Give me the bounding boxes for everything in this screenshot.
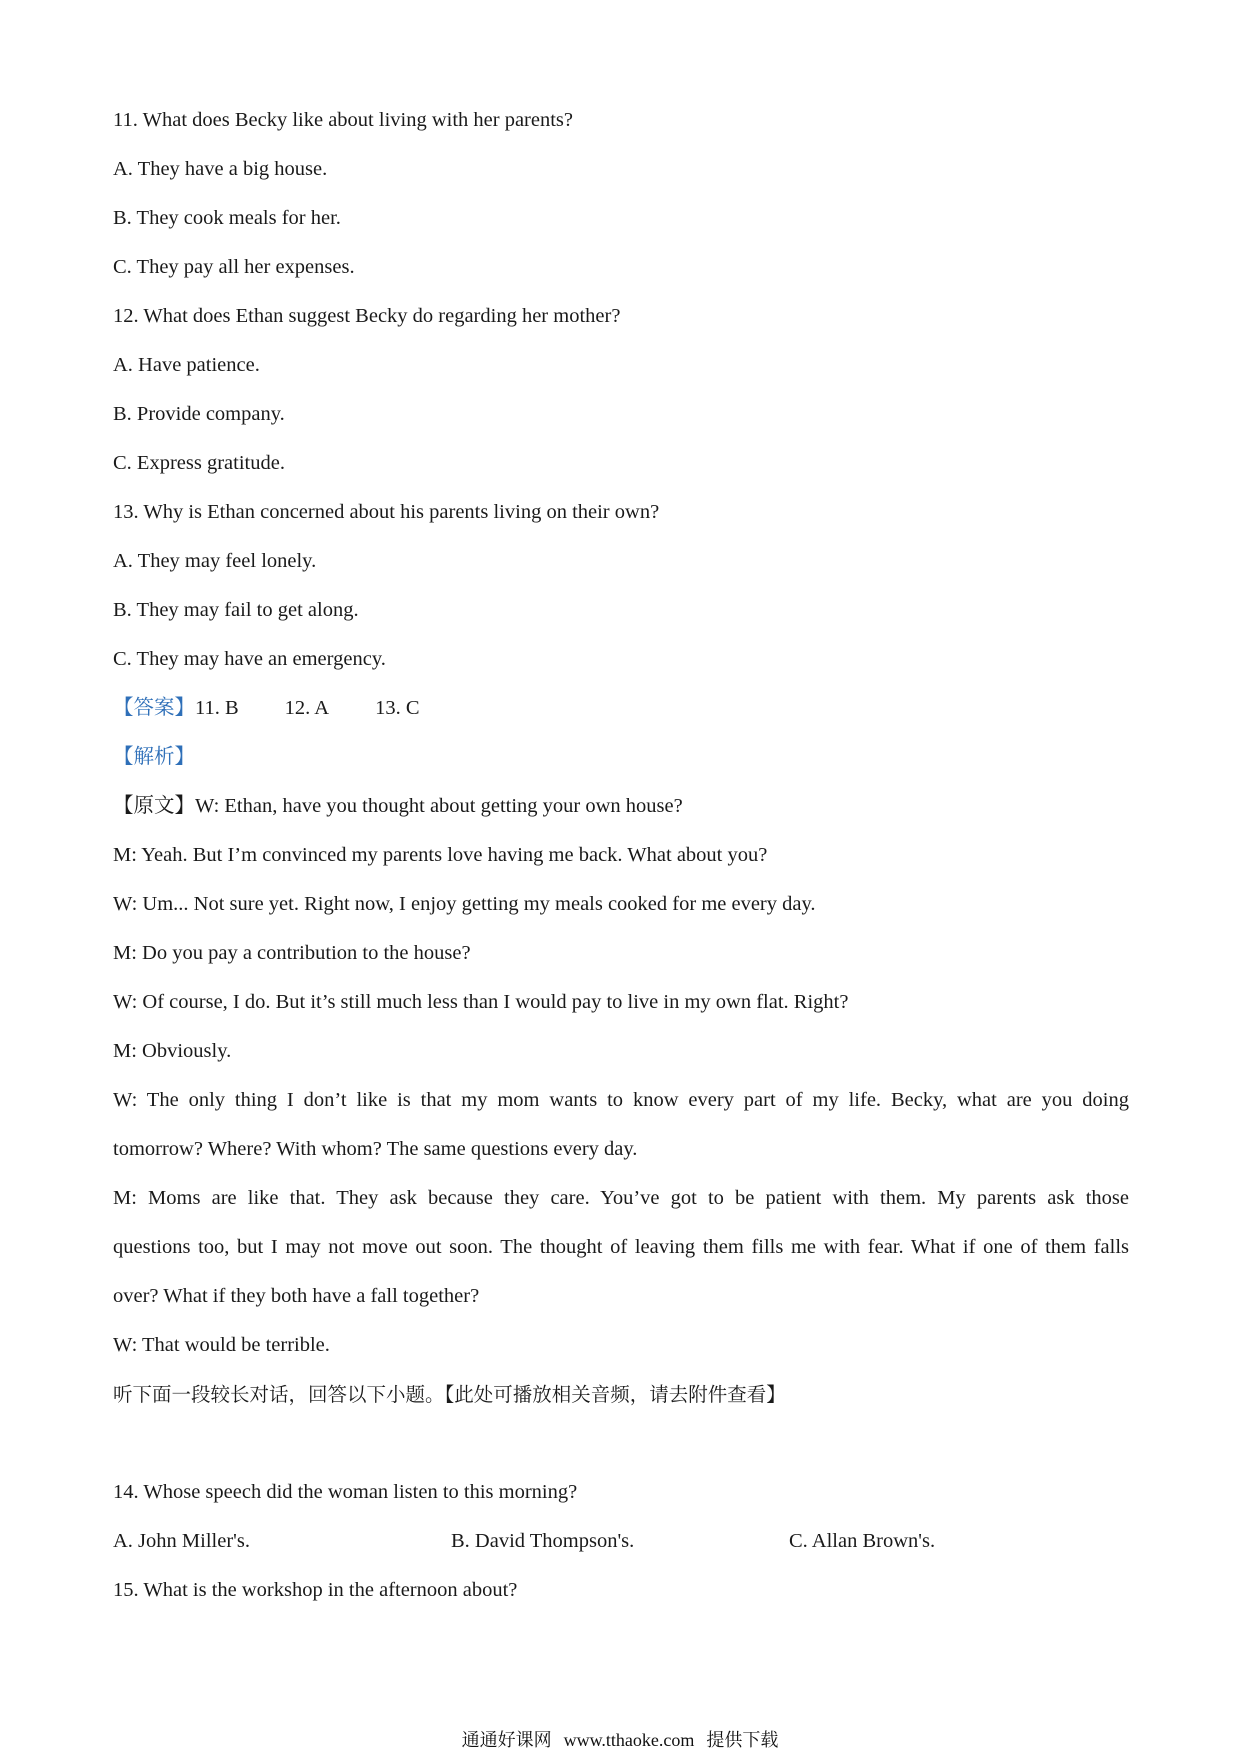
analysis-tag: 【解析】 <box>113 746 195 768</box>
question-13-option-c: C. They may have an emergency. <box>113 648 386 670</box>
question-12-stem: 12. What does Ethan suggest Becky do regarding her mother? <box>113 305 621 327</box>
footer-suffix: 提供下载 <box>706 1730 779 1751</box>
question-14-stem: 14. Whose speech did the woman listen to this morning? <box>113 1481 578 1503</box>
transcript-line: W: Of course, I do. But it’s still much less than I would pay to live in my own flat. Right? <box>113 991 849 1013</box>
transcript-line: W: The only thing I don’t like is that my mom wants to know every part of my life. Becky, what are you doing <box>113 1089 1129 1111</box>
question-14-option-b: B. David Thompson's. <box>451 1530 635 1552</box>
transcript-line: W: That would be terrible. <box>113 1334 330 1356</box>
footer-site-name: 通通好课网 <box>461 1730 552 1751</box>
question-14-option-a: A. John Miller's. <box>113 1530 250 1552</box>
spacer <box>113 1419 1129 1468</box>
question-11-option-a: A. They have a big house. <box>113 158 328 180</box>
transcript-line: M: Obviously. <box>113 1040 232 1062</box>
question-12-option-a: A. Have patience. <box>113 354 260 376</box>
question-13-option-b: B. They may fail to get along. <box>113 599 359 621</box>
question-12-option-c: C. Express gratitude. <box>113 452 285 474</box>
listening-instruction: 听下面一段较长对话，回答以下小题。【此处可播放相关音频，请去附件查看】 <box>113 1383 786 1406</box>
question-11-option-c: C. They pay all her expenses. <box>113 256 355 278</box>
question-12-option-b: B. Provide company. <box>113 403 285 425</box>
question-11-stem: 11. What does Becky like about living with her parents? <box>113 109 573 131</box>
transcript-first-line <box>113 782 1129 831</box>
transcript-line: M: Moms are like that. They ask because they care. You’ve got to be patient with them. My parents ask those <box>113 1187 1129 1209</box>
transcript-line: W: Um... Not sure yet. Right now, I enjoy getting my meals cooked for me every day. <box>113 893 816 915</box>
transcript-line: W: Ethan, have you thought about getting your own house? <box>195 795 683 817</box>
transcript-line: tomorrow? Where? With whom? The same questions every day. <box>113 1138 638 1160</box>
page-content <box>113 96 1129 1615</box>
transcript-line: M: Yeah. But I’m convinced my parents love having me back. What about you? <box>113 844 768 866</box>
footer-url: www.tthaoke.com <box>563 1730 695 1750</box>
answer-item: 12. A <box>284 697 330 719</box>
transcript-tag: 【原文】 <box>113 795 195 817</box>
transcript-line: over? What if they both have a fall together? <box>113 1285 480 1307</box>
question-11-option-b: B. They cook meals for her. <box>113 207 341 229</box>
question-13-option-a: A. They may feel lonely. <box>113 550 317 572</box>
answer-item: 13. C <box>375 697 420 719</box>
question-14-options <box>113 1517 1129 1566</box>
answer-tag: 【答案】 <box>113 697 195 719</box>
question-15-stem: 15. What is the workshop in the afternoon about? <box>113 1579 518 1601</box>
transcript-line: questions too, but I may not move out soon. The thought of leaving them fills me with fear. What if one of them falls <box>113 1236 1129 1258</box>
page-footer <box>0 1726 1240 1752</box>
question-13-stem: 13. Why is Ethan concerned about his parents living on their own? <box>113 501 660 523</box>
question-14-option-c: C. Allan Brown's. <box>789 1530 936 1552</box>
answer-row <box>113 684 1129 733</box>
transcript-line: M: Do you pay a contribution to the house? <box>113 942 471 964</box>
answer-item: 11. B <box>195 697 239 719</box>
